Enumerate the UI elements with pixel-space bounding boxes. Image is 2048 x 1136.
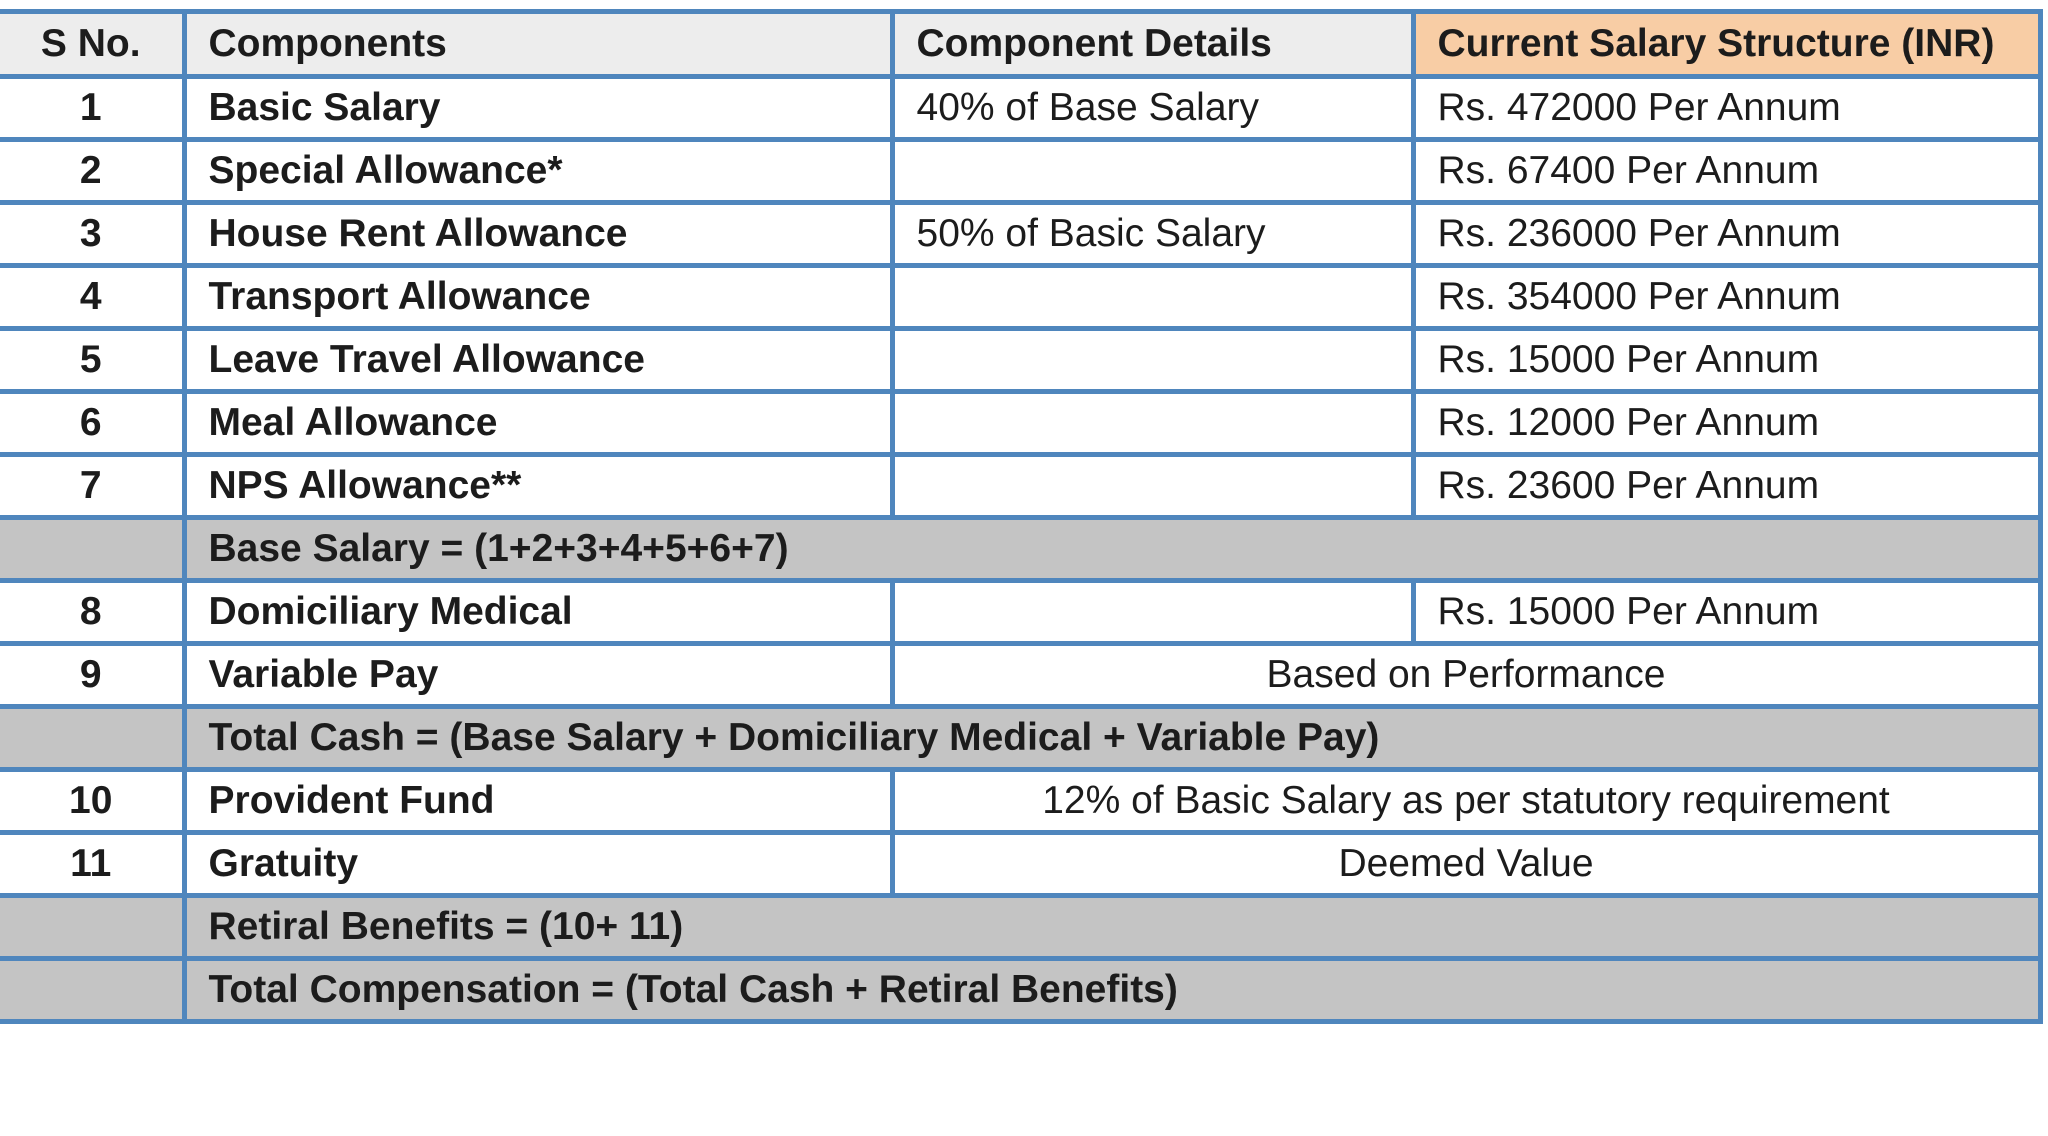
summary-sno-blank xyxy=(0,959,184,1022)
row-details xyxy=(892,455,1413,518)
row-merged-value: 12% of Basic Salary as per statutory requirement xyxy=(892,770,2040,833)
row-merged-value: Deemed Value xyxy=(892,833,2040,896)
table-row xyxy=(0,392,2040,455)
retiral-benefits-summary-row xyxy=(0,896,2040,959)
row-sno: 7 xyxy=(0,455,184,518)
retiral-benefits-formula: Retiral Benefits = (10+ 11) xyxy=(184,896,2040,959)
row-details xyxy=(892,392,1413,455)
row-amount: Rs. 472000 Per Annum xyxy=(1413,77,2040,140)
row-component: Special Allowance* xyxy=(184,140,892,203)
row-sno: 4 xyxy=(0,266,184,329)
row-component: Leave Travel Allowance xyxy=(184,329,892,392)
row-sno: 11 xyxy=(0,833,184,896)
total-cash-formula: Total Cash = (Base Salary + Domiciliary Medical + Variable Pay) xyxy=(184,707,2040,770)
header-component-details: Component Details xyxy=(892,12,1413,77)
row-sno: 1 xyxy=(0,77,184,140)
row-component: NPS Allowance** xyxy=(184,455,892,518)
table-row xyxy=(0,581,2040,644)
row-merged-value: Based on Performance xyxy=(892,644,2040,707)
header-current-salary: Current Salary Structure (INR) xyxy=(1413,12,2040,77)
row-details xyxy=(892,329,1413,392)
row-amount: Rs. 354000 Per Annum xyxy=(1413,266,2040,329)
row-details xyxy=(892,140,1413,203)
row-amount: Rs. 12000 Per Annum xyxy=(1413,392,2040,455)
summary-sno-blank xyxy=(0,707,184,770)
row-component: Domiciliary Medical xyxy=(184,581,892,644)
table-row xyxy=(0,266,2040,329)
row-details xyxy=(892,581,1413,644)
row-sno: 9 xyxy=(0,644,184,707)
row-details xyxy=(892,266,1413,329)
table-row xyxy=(0,140,2040,203)
header-components: Components xyxy=(184,12,892,77)
header-sno: S No. xyxy=(0,12,184,77)
row-amount: Rs. 67400 Per Annum xyxy=(1413,140,2040,203)
row-details: 40% of Base Salary xyxy=(892,77,1413,140)
table-row xyxy=(0,833,2040,896)
row-component: Transport Allowance xyxy=(184,266,892,329)
table-row xyxy=(0,329,2040,392)
row-sno: 2 xyxy=(0,140,184,203)
row-component: Meal Allowance xyxy=(184,392,892,455)
summary-sno-blank xyxy=(0,896,184,959)
table-row xyxy=(0,455,2040,518)
row-sno: 8 xyxy=(0,581,184,644)
row-component: House Rent Allowance xyxy=(184,203,892,266)
table-row xyxy=(0,644,2040,707)
total-compensation-summary-row xyxy=(0,959,2040,1022)
row-details: 50% of Basic Salary xyxy=(892,203,1413,266)
total-compensation-formula: Total Compensation = (Total Cash + Retiral Benefits) xyxy=(184,959,2040,1022)
row-component: Gratuity xyxy=(184,833,892,896)
base-salary-summary-row xyxy=(0,518,2040,581)
base-salary-formula: Base Salary = (1+2+3+4+5+6+7) xyxy=(184,518,2040,581)
salary-structure-table xyxy=(0,9,2043,1024)
table-row xyxy=(0,770,2040,833)
row-sno: 3 xyxy=(0,203,184,266)
row-sno: 6 xyxy=(0,392,184,455)
table-row xyxy=(0,203,2040,266)
row-amount: Rs. 15000 Per Annum xyxy=(1413,581,2040,644)
row-amount: Rs. 236000 Per Annum xyxy=(1413,203,2040,266)
row-sno: 5 xyxy=(0,329,184,392)
table-row xyxy=(0,77,2040,140)
summary-sno-blank xyxy=(0,518,184,581)
salary-structure-wrapper xyxy=(0,9,2040,1024)
header-row xyxy=(0,12,2040,77)
row-amount: Rs. 23600 Per Annum xyxy=(1413,455,2040,518)
row-amount: Rs. 15000 Per Annum xyxy=(1413,329,2040,392)
total-cash-summary-row xyxy=(0,707,2040,770)
row-component: Basic Salary xyxy=(184,77,892,140)
row-component: Provident Fund xyxy=(184,770,892,833)
row-sno: 10 xyxy=(0,770,184,833)
row-component: Variable Pay xyxy=(184,644,892,707)
